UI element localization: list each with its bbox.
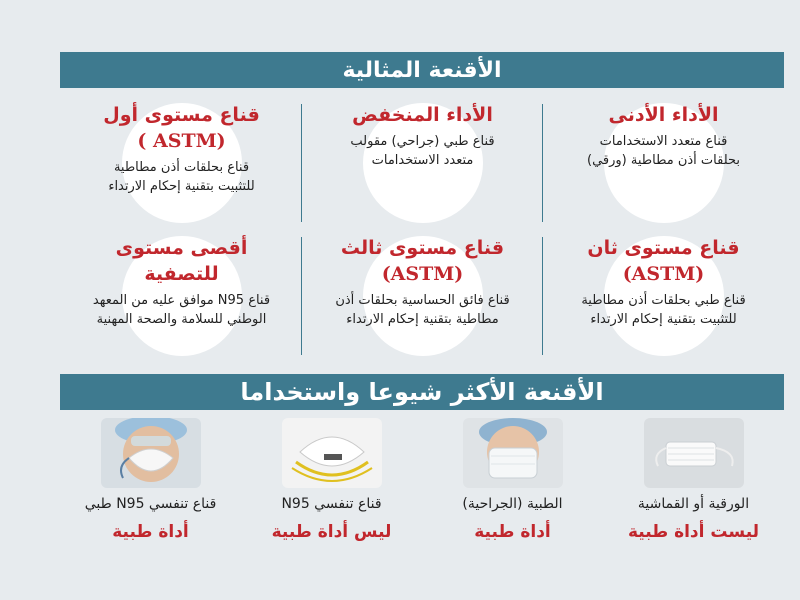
level-desc: قناع N95 موافق عليه من المعهد الوطني للسلامة والصحة المهنية — [92, 293, 271, 327]
level-card-third — [302, 229, 543, 362]
level-title: الأداء المنخفض — [352, 104, 493, 126]
level-card-low — [302, 96, 543, 229]
level-title: قناع مستوى أول — [103, 104, 260, 126]
level-title: قناع مستوى ثالث — [340, 237, 505, 259]
level-subtitle: ( ASTM) — [137, 130, 226, 152]
masks-row — [60, 418, 784, 588]
level-subtitle: للتصفية — [144, 263, 219, 285]
n95-medical-mask-image — [101, 418, 201, 488]
level-card-second — [543, 229, 784, 362]
mask-status: أداة طبية — [474, 522, 551, 542]
level-desc: قناع طبي بحلقات أذن مطاطية للتثبيت بتقنية إحكام الارتداء — [581, 293, 746, 327]
level-card-minimum — [543, 96, 784, 229]
mask-name: الطبية (الجراحية) — [462, 496, 563, 512]
mask-name: قناع تنفسي N95 — [281, 496, 382, 512]
mask-surgical — [422, 418, 603, 588]
divider — [542, 237, 543, 355]
mask-status: ليس أداة طبية — [271, 522, 392, 542]
n95-mask-image — [282, 418, 382, 488]
mask-n95-medical — [60, 418, 241, 588]
mask-n95 — [241, 418, 422, 588]
divider — [301, 237, 302, 355]
level-title: أقصى مستوى — [115, 237, 248, 259]
level-desc: قناع متعدد الاستخدامات بحلقات أذن مطاطية (ورقي) — [587, 134, 741, 168]
divider — [301, 104, 302, 222]
mask-cloth — [603, 418, 784, 588]
mask-name: قناع تنفسي N95 طبي — [84, 496, 217, 512]
level-card-max — [61, 229, 302, 362]
ideal-masks-title: الأقنعة المثالية — [342, 57, 502, 83]
level-subtitle: (ASTM) — [622, 263, 705, 285]
level-desc: قناع طبي (جراحي) مقولب متعدد الاستخدامات — [350, 134, 495, 168]
common-masks-banner — [60, 374, 784, 410]
level-card-first — [61, 96, 302, 229]
mask-status: ليست أداة طبية — [627, 522, 760, 542]
ideal-masks-banner — [60, 52, 784, 88]
cloth-mask-image — [644, 418, 744, 488]
divider — [542, 104, 543, 222]
levels-grid — [60, 96, 784, 362]
level-title: قناع مستوى ثان — [587, 237, 740, 259]
surgical-mask-image — [463, 418, 563, 488]
level-desc: قناع بحلقات أذن مطاطية للتثبيت بتقنية إحكام الارتداء — [108, 160, 255, 194]
mask-name: الورقية أو القماشية — [637, 496, 750, 512]
level-title: الأداء الأدنى — [608, 104, 719, 126]
level-desc: قناع فائق الحساسية بحلقات أذن مطاطية بتقنية إحكام الارتداء — [335, 293, 510, 327]
common-masks-title: الأقنعة الأكثر شيوعا واستخداما — [240, 378, 604, 406]
level-subtitle: (ASTM) — [381, 263, 464, 285]
mask-status: أداة طبية — [112, 522, 189, 542]
